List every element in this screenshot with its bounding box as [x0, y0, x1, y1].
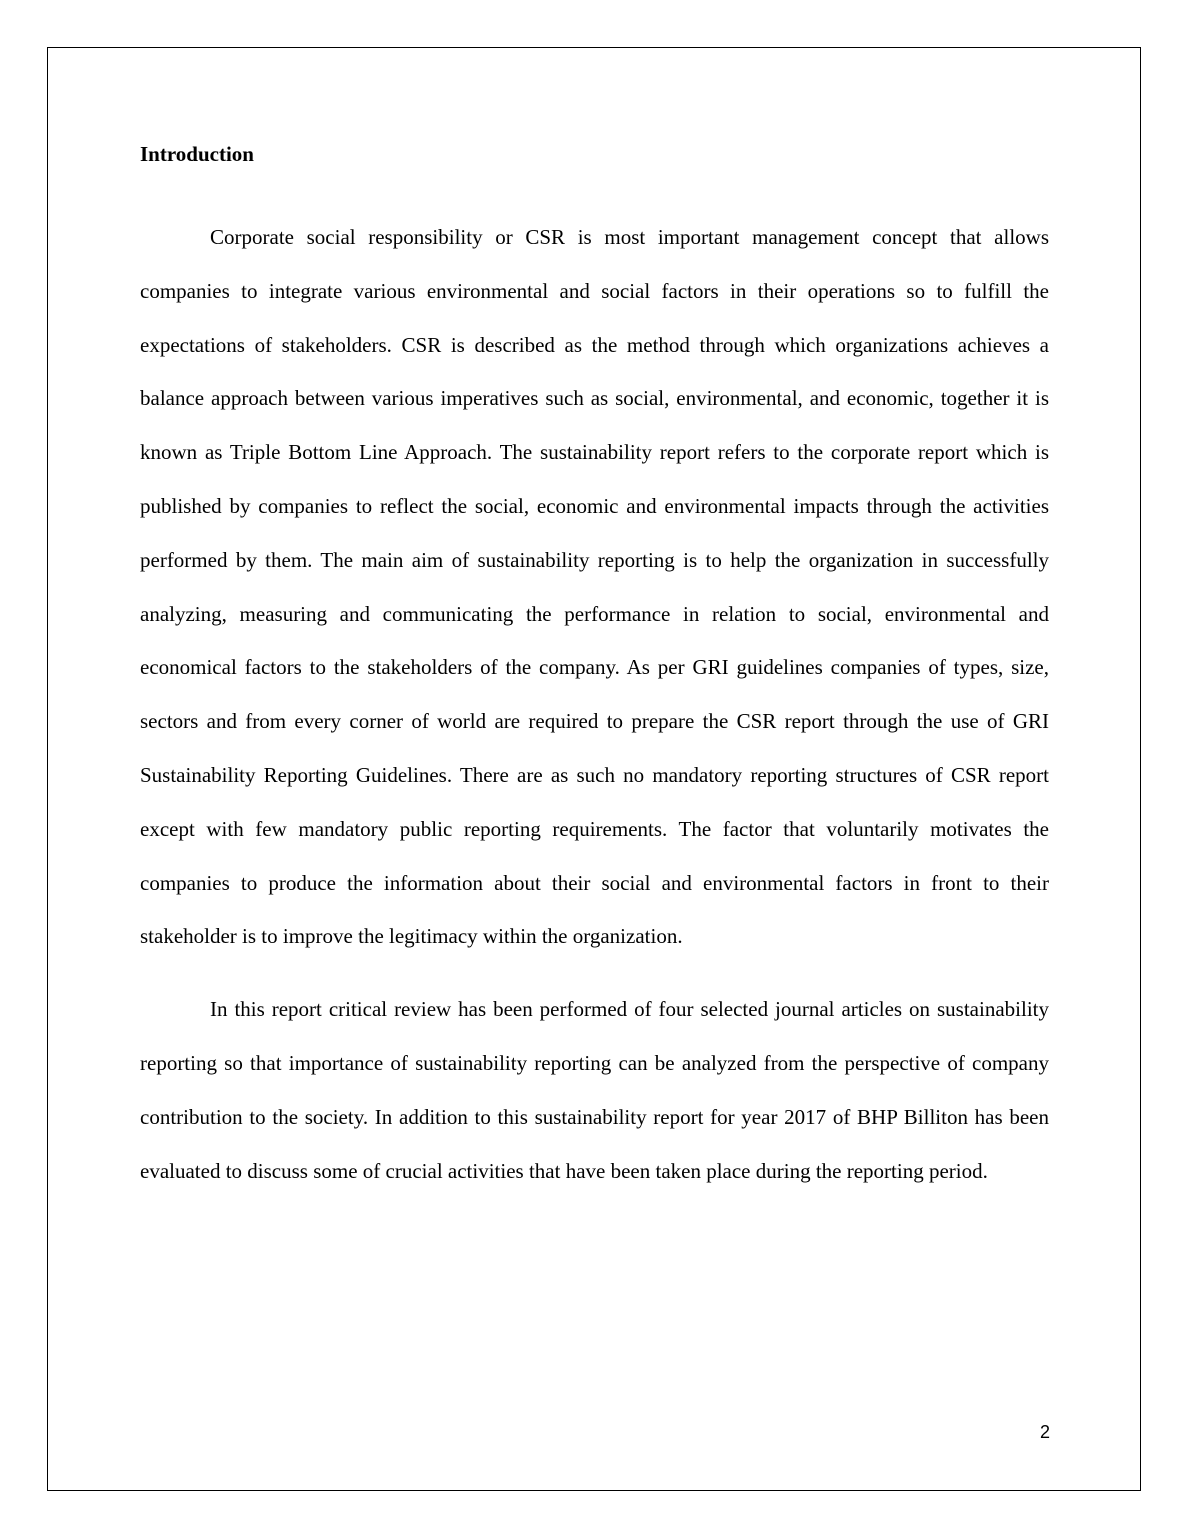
paragraph-report-scope: In this report critical review has been performed of four selected journal articles on sustainability reporting so that importance of sustainability reporting can be analyzed from the perspective of company contribution to the society. In addition to this sustainability report for year 2017 of BHP Billiton has been evaluated to discuss some of crucial activities that have been taken place during the reporting period.	[140, 997, 1049, 1183]
document-body	[140, 138, 1049, 1217]
section-heading: Introduction	[140, 142, 254, 166]
paragraph-introduction: Corporate social responsibility or CSR is most important management concept that allows companies to integrate various environmental and social factors in their operations so to fulfill the expectations of stakeholders. CSR is described as the method through which organizations achieves a balance approach between various imperatives such as social, environmental, and economic, together it is known as Triple Bottom Line Approach. The sustainability report refers to the corporate report which is published by companies to reflect the social, economic and environmental impacts through the activities performed by them. The main aim of sustainability reporting is to help the organization in successfully analyzing, measuring and communicating the performance in relation to social, environmental and economical factors to the stakeholders of the company. As per GRI guidelines companies of types, size, sectors and from every corner of world are required to prepare the CSR report through the use of GRI Sustainability Reporting Guidelines. There are as such no mandatory reporting structures of CSR report except with few mandatory public reporting requirements. The factor that voluntarily motivates the companies to produce the information about their social and environmental factors in front to their stakeholder is to improve the legitimacy within the organization.	[140, 225, 1049, 949]
page-number: 2	[1039, 1422, 1050, 1442]
